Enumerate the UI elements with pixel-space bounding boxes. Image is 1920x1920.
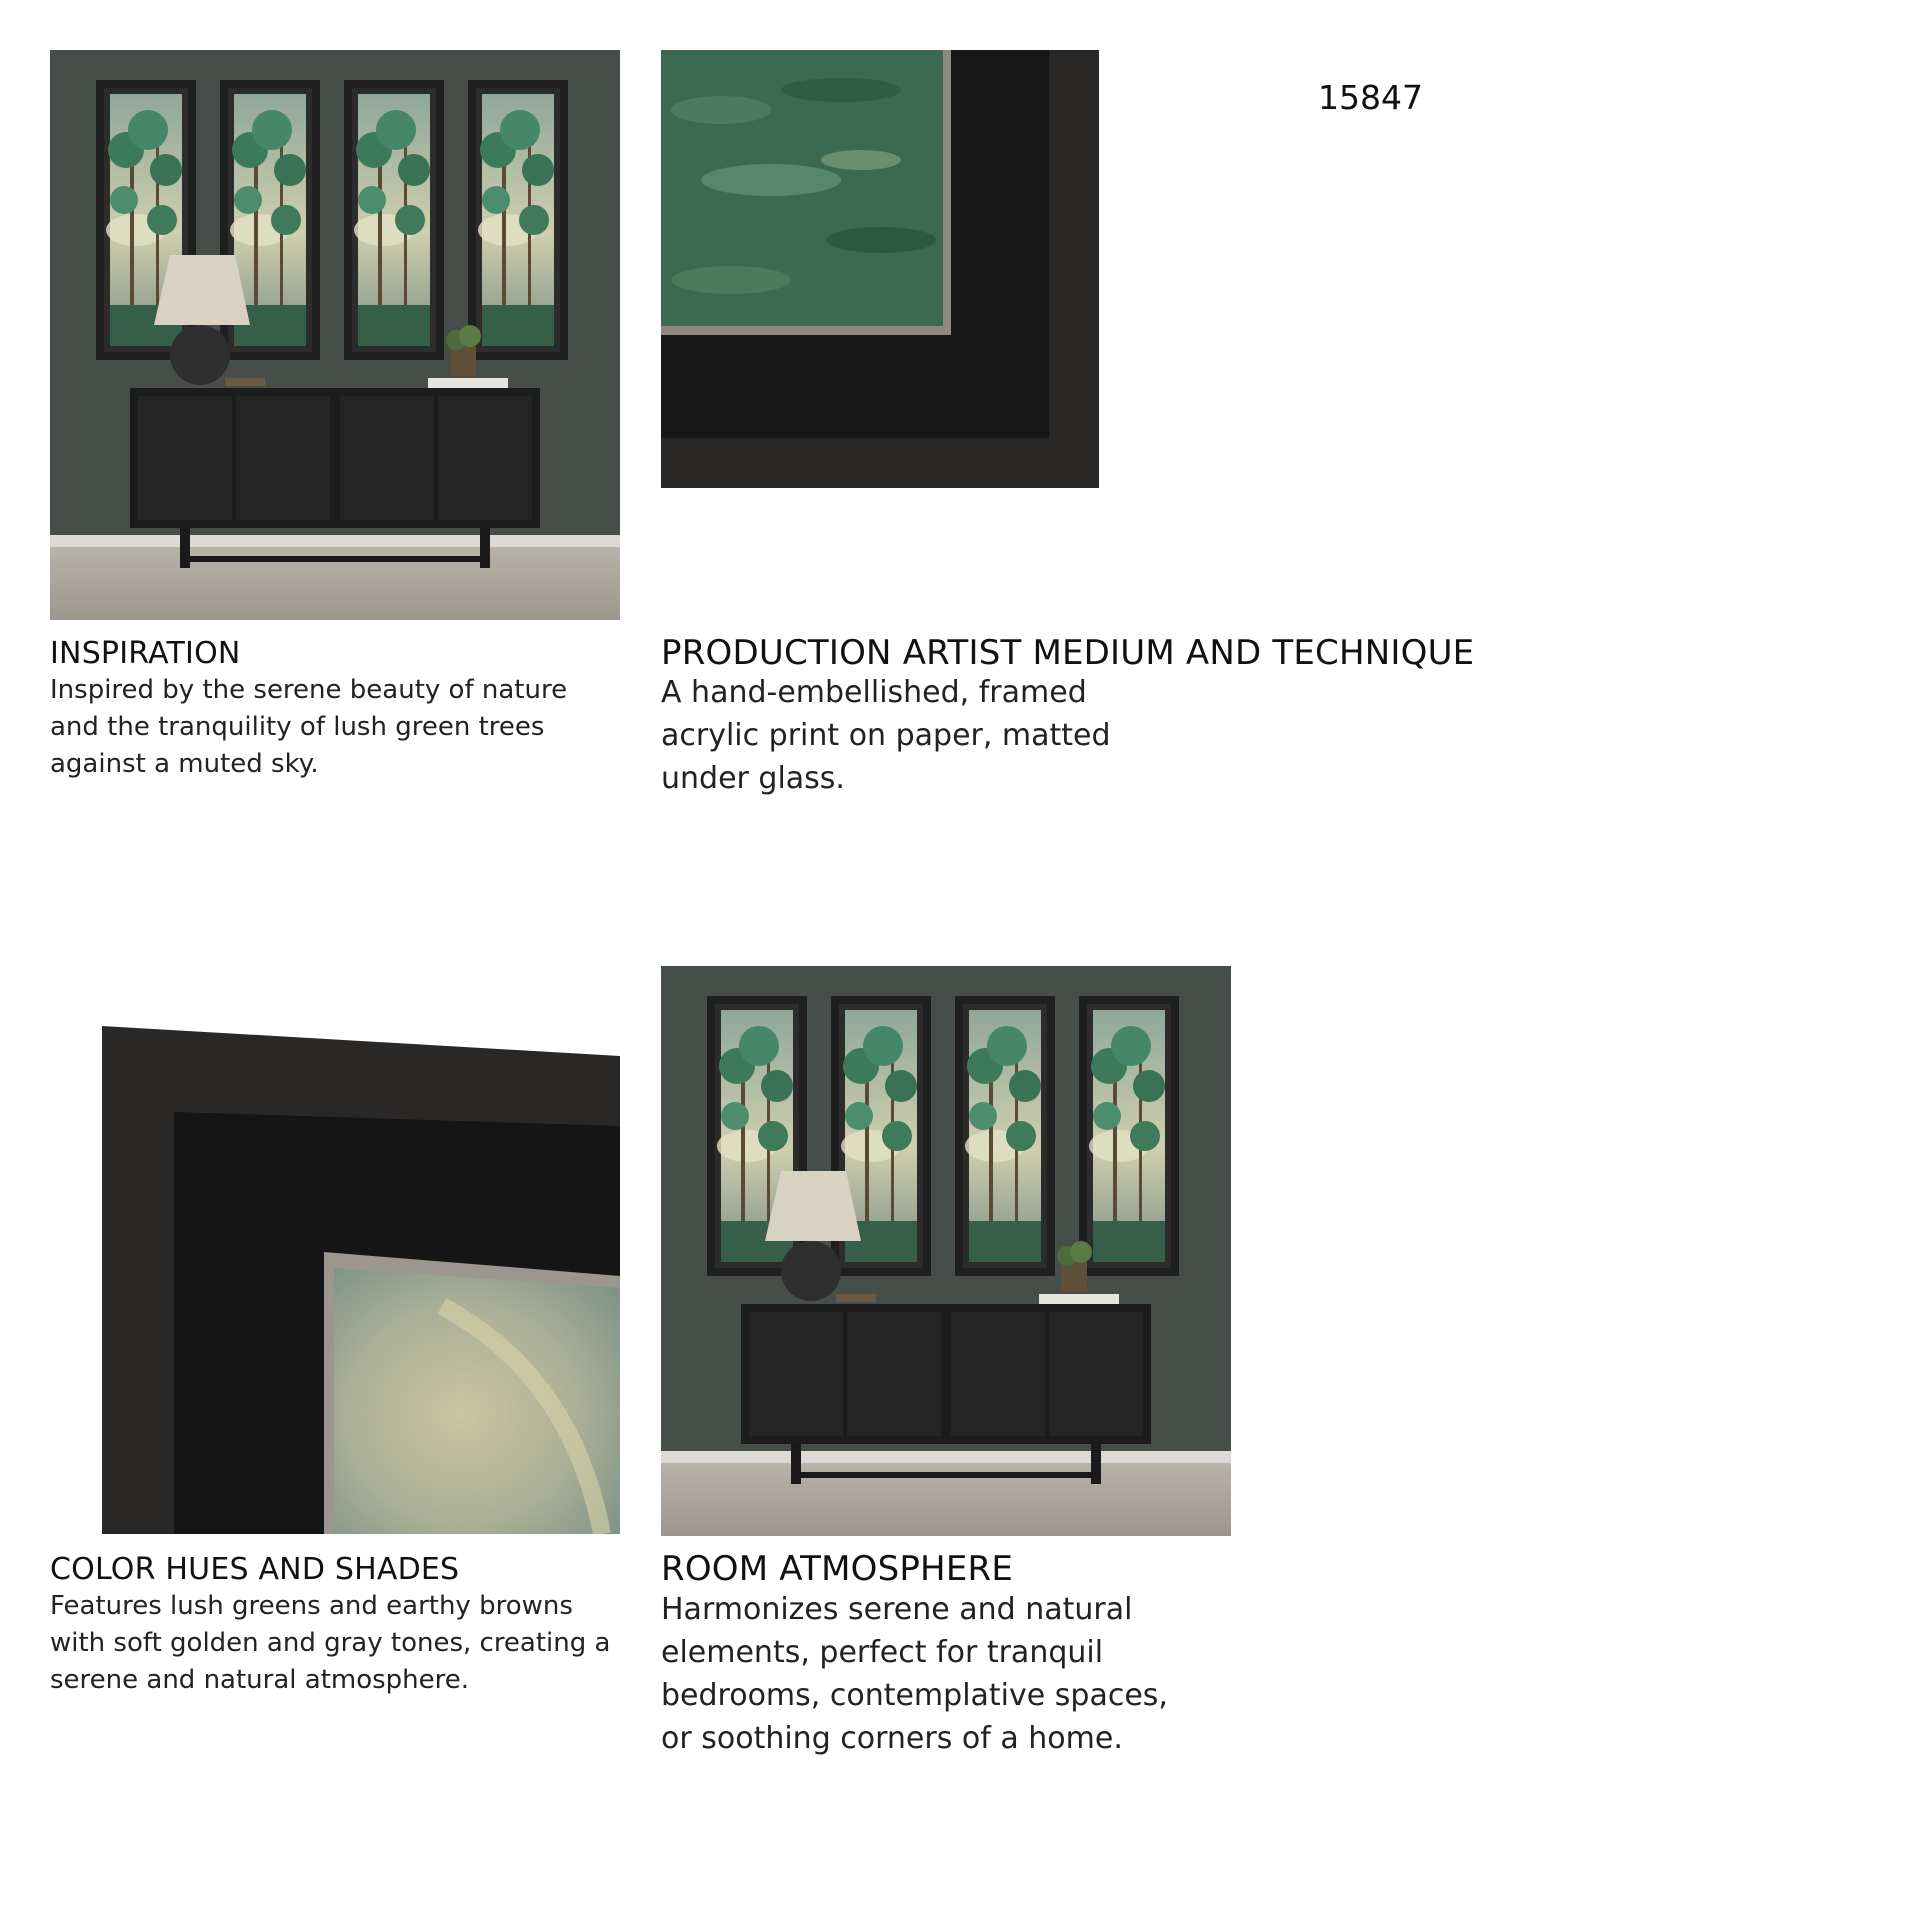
color-text: Features lush greens and earthy browns with soft golden and gray tones, creating a serene and natural atmosphere. xyxy=(50,1591,611,1695)
inspiration-heading: INSPIRATION xyxy=(50,636,241,671)
production-text: A hand-embellished, framed acrylic print on paper, matted under glass. xyxy=(661,675,1111,796)
color-heading: COLOR HUES AND SHADES xyxy=(50,1552,460,1587)
product-code: 15847 xyxy=(1318,78,1423,117)
room-heading: ROOM ATMOSPHERE xyxy=(661,1549,1014,1589)
color-detail-image xyxy=(102,1016,620,1534)
frame-corner-image xyxy=(661,50,1099,488)
room-atmosphere-image xyxy=(661,966,1231,1536)
inspiration-text: Inspired by the serene beauty of nature and the tranquility of lush green trees against a muted sky. xyxy=(50,675,568,779)
inspiration-image xyxy=(50,50,620,620)
production-heading: PRODUCTION ARTIST MEDIUM AND TECHNIQUE xyxy=(661,633,1475,673)
room-text: Harmonizes serene and natural elements, perfect for tranquil bedrooms, contemplative spaces, or soothing corners of a home. xyxy=(661,1592,1168,1756)
